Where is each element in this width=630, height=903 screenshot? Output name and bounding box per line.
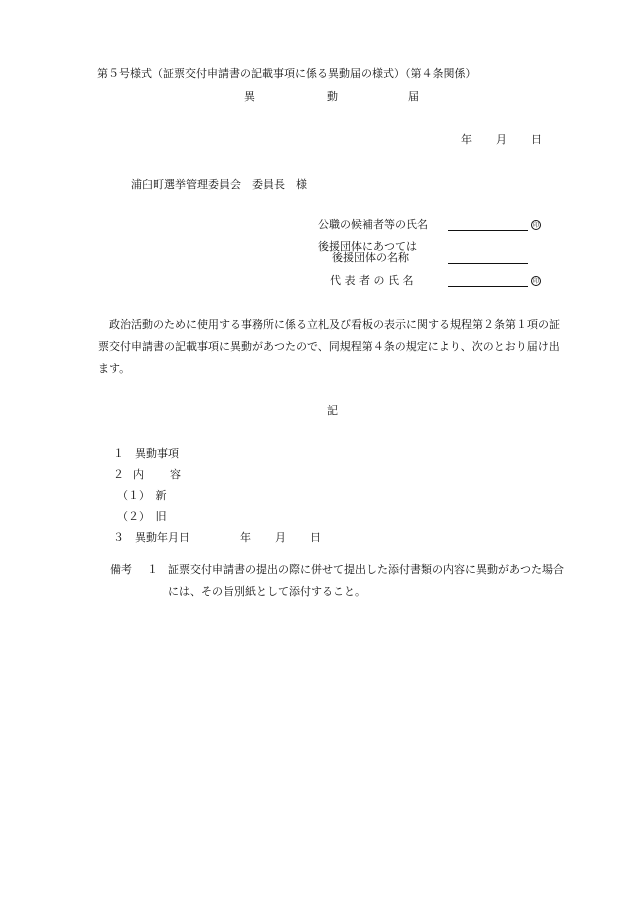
support-group-label-1: 後援団体にあつては bbox=[318, 240, 417, 253]
support-group-label-2: 後援団体の名称 bbox=[332, 251, 409, 264]
representative-name-label: 代 表 者 の 氏 名 bbox=[330, 274, 414, 287]
note-text: 証票交付申請書の提出の際に併せて提出した添付書類の内容に異動があつた場合には、その旨別紙として添付すること。 bbox=[168, 563, 564, 598]
date-month: 月 bbox=[496, 133, 507, 146]
item-2-sub-2: （２） 旧 bbox=[117, 510, 167, 523]
heading-char-1: 異 bbox=[244, 90, 255, 103]
item-3: ３ 異動年月日 bbox=[113, 531, 190, 544]
candidate-name-label: 公職の候補者等の氏名 bbox=[318, 218, 428, 231]
item-1: １ 異動事項 bbox=[113, 447, 179, 460]
form-title: 第５号様式（証票交付申請書の記載事項に係る異動届の様式）（第４条関係） bbox=[97, 67, 477, 80]
candidate-name-blank bbox=[448, 230, 528, 231]
note-number: １ bbox=[147, 563, 158, 576]
item-2-sub-1: （１） 新 bbox=[117, 489, 167, 502]
item-2-label-b: 容 bbox=[170, 468, 181, 481]
seal-mark-icon: 印 bbox=[532, 278, 539, 285]
ki-heading: 記 bbox=[327, 404, 338, 417]
heading-char-2: 動 bbox=[327, 90, 338, 103]
item-3-month: 月 bbox=[275, 531, 286, 544]
date-day: 日 bbox=[531, 133, 542, 146]
seal-mark-icon: 印 bbox=[532, 222, 539, 229]
heading-char-3: 届 bbox=[408, 90, 419, 103]
representative-name-blank bbox=[448, 286, 528, 287]
item-3-day: 日 bbox=[310, 531, 321, 544]
addressee: 浦臼町選挙管理委員会 委員長 様 bbox=[131, 178, 307, 191]
body-paragraph: 政治活動のために使用する事務所に係る立札及び看板の表示に関する規程第２条第１項の証票交付申請書の記載事項に異動があつたので、同規程第４条の規定により、次のとおり届け出ます。 bbox=[98, 318, 560, 375]
item-2-label-a: 内 bbox=[133, 468, 144, 481]
item-3-year: 年 bbox=[240, 531, 251, 544]
item-2-number: ２ bbox=[113, 468, 124, 481]
date-year: 年 bbox=[461, 133, 472, 146]
note-label: 備考 bbox=[110, 563, 132, 576]
support-group-name-blank bbox=[448, 263, 528, 264]
